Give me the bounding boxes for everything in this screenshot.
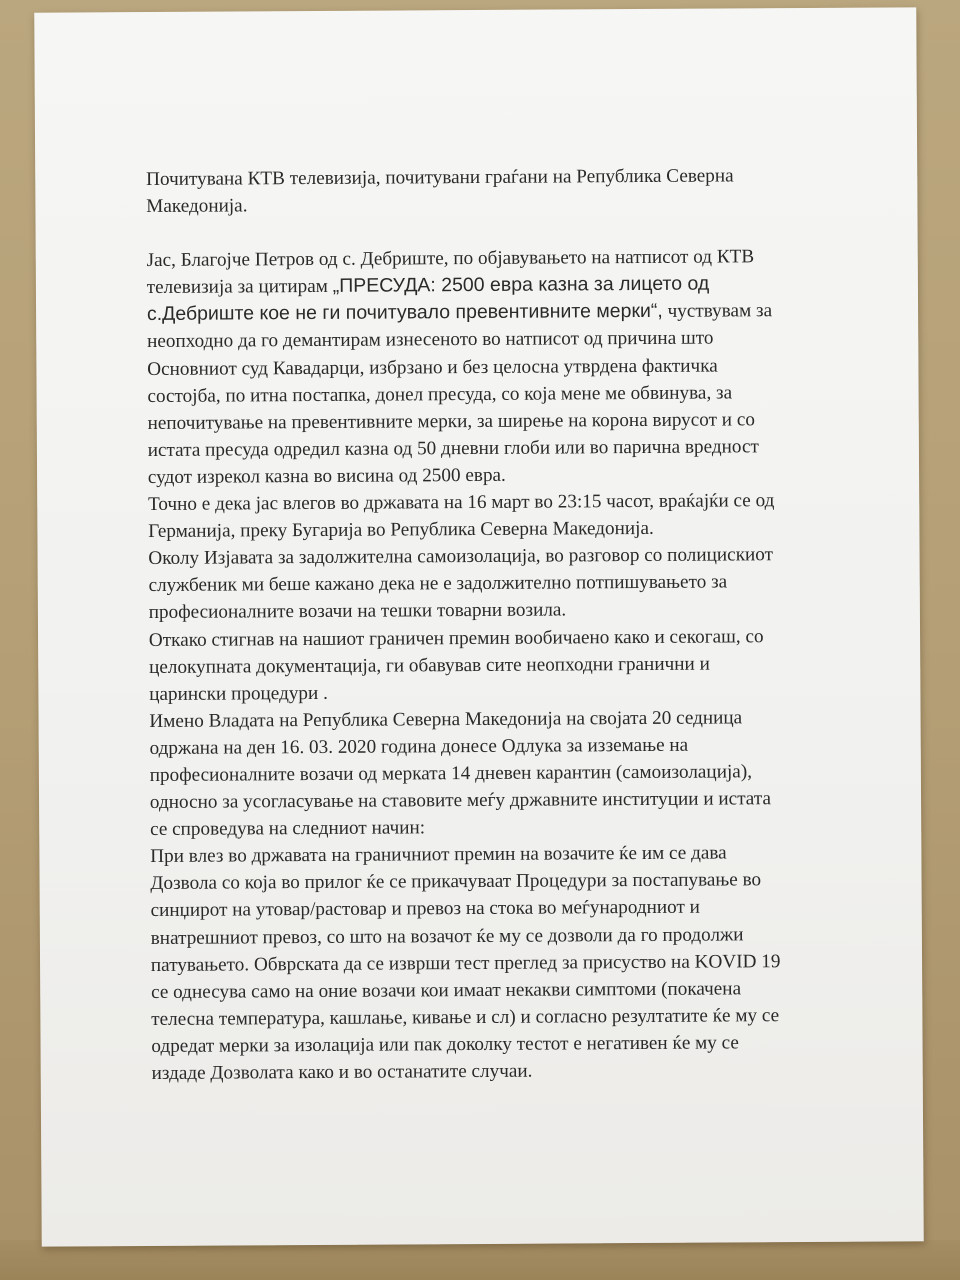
text-line-5 — [147, 297, 837, 328]
text-line-12: Точно е дека јас влегов во државата на 16 март во 23:15 часот, враќајќи се од — [148, 490, 775, 516]
text-line-8: состојба, по итна постапка, донел пресуда, со која мене ме обвинува, за — [147, 382, 733, 407]
text-line-7: Основниот суд Кавадарци, избрзано и без целосна утврдена фактичка — [147, 355, 718, 380]
text-line-31: телесна температура, кашлање, кивање и сл) и согласно резултатите ќе му се — [151, 1004, 780, 1030]
text-line-4-start: телевизија за цитирам — [146, 276, 333, 299]
text-line-17: Откако стигнав на нашиот граничен премин вообичаено како и секогаш, со — [148, 625, 764, 651]
text-line-29: патувањето. Обврската да се изврши тест преглед за присуство на KOVID 19 — [150, 950, 781, 976]
text-line-23: односно за усогласување на ставовите меѓу државните институции и истата — [149, 788, 772, 814]
text-line-20: Имено Владата на Република Северна Македонија на својата 20 седница — [149, 707, 743, 732]
text-line-11: судот изрекол казна во висина од 2500 евра. — [147, 464, 506, 488]
text-line-28: внатрешниот превоз, со што на возачот ќе му се дозволи да го продолжи — [150, 923, 744, 949]
text-line-5-end: чуствувам за — [662, 300, 773, 323]
text-line-33: издаде Дозволата како и во останатите случаи. — [151, 1060, 533, 1084]
text-line-32: одредат мерки за изолација или пак доколку тестот е негативен ќе му се — [151, 1032, 739, 1057]
text-line-10: истата пресуда одредил казна од 50 дневни глоби или во парична вредност — [147, 436, 759, 461]
text-line-3: Јас, Благојче Петров од с. Дебриште, по објавувањето на натписот од КТВ — [146, 246, 755, 272]
text-line-24: се спроведува на следниот начин: — [149, 817, 426, 841]
text-line-19: царински процедури . — [149, 682, 328, 705]
quoted-headline-part-2: с.Дебриште кое не ги почитувало превентивните мерки“, — [146, 300, 663, 326]
letter-body — [146, 162, 842, 1087]
text-line-21: одржана на ден 16. 03. 2020 година донесе Одлука за изземање на — [149, 734, 689, 759]
text-line-13: Германија, преку Бугарија во Република Северна Македонија. — [148, 518, 654, 543]
text-line-26: Дозвола со која во прилог ќе се прикачуваат Процедури за постапување во — [150, 869, 762, 895]
text-line-22: професионалните возачи од мерката 14 дневен карантин (самоизолација), — [149, 761, 753, 786]
text-line-6: неопходно да го демантирам изнесеното во натписот од причина што — [147, 328, 714, 353]
text-line-14: Околу Изјавата за задолжителна самоизолација, во разговор со полицискиот — [148, 544, 774, 570]
paragraph-gap — [146, 216, 836, 247]
salutation-line-1: Почитувана КТВ телевизија, почитувани граѓани на Република Северна — [146, 165, 734, 190]
text-line-30: се однесува само на оние возачи кои имаат некакви симптоми (покачена — [150, 978, 742, 1003]
salutation-line-2: Македонија. — [146, 195, 248, 218]
text-line-18: целокупната документација, ги обавував сите неопходни гранични и — [148, 653, 710, 678]
text-line-15: службеник ми беше кажано дека не е задолжително потпишувањето за — [148, 571, 728, 597]
text-line-16: професионалните возачи на тешки товарни возила. — [148, 599, 567, 624]
text-line-4 — [147, 270, 837, 301]
text-line-27: синџирот на утовар/растовар и превоз на стока во меѓународниот и — [150, 897, 700, 922]
text-line-9: непочитување на превентивните мерки, за ширење на корона вирусот и со — [147, 409, 756, 434]
text-line-25: При влез во државата на граничниот премин на возачите ќе им се дава — [150, 842, 727, 868]
quoted-headline-part-1: „ПРЕСУДА: 2500 евра казна за лицето од — [332, 272, 710, 298]
